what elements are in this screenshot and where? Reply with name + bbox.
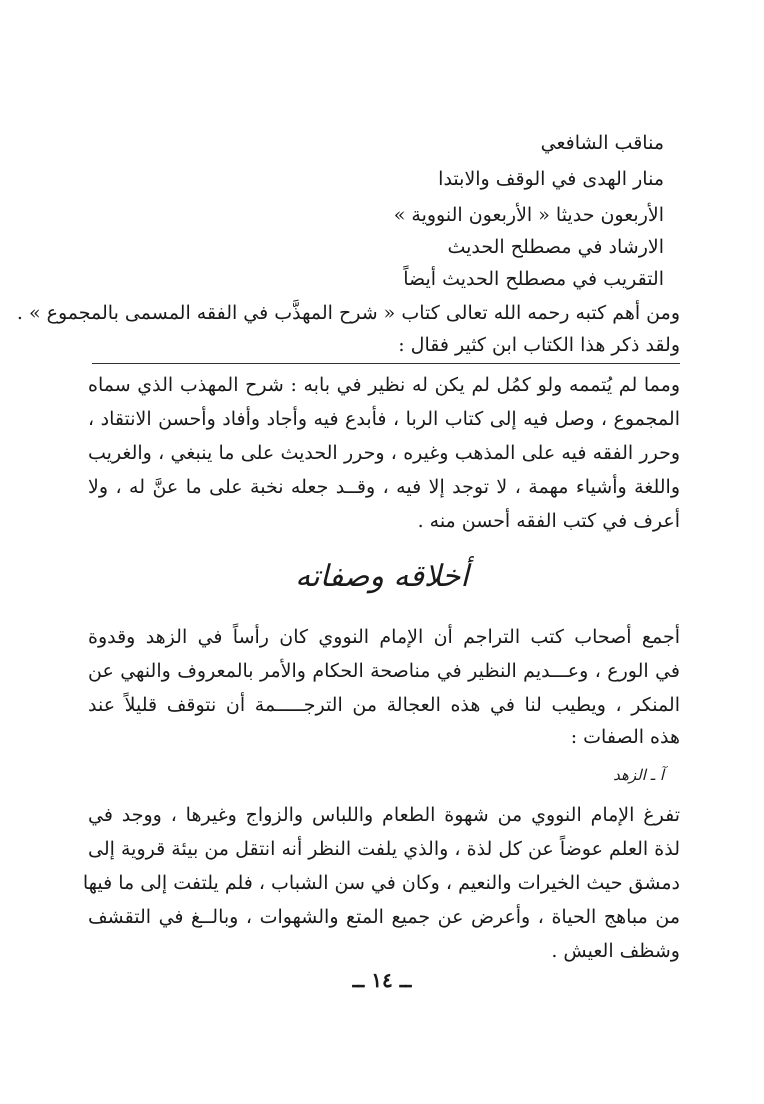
paragraph-line: هذه الصفات :	[570, 726, 680, 748]
book-title: الارشاد في مصطلح الحديث	[447, 236, 664, 258]
book-title: منار الهدى في الوقف والابتدا	[438, 168, 664, 190]
divider	[92, 363, 680, 364]
paragraph-line: أجمع أصحاب كتب التراجم أن الإمام النووي كان رأساً في الزهد وقدوة	[88, 626, 680, 648]
paragraph-line: تفرغ الإمام النووي من شهوة الطعام واللباس والزواج وغيرها ، ووجد في	[88, 804, 680, 826]
quote-line: واللغة وأشياء مهمة ، لا توجد إلا فيه ، وقــد جعله نخبة على ما عنَّ له ، ولا	[88, 476, 680, 498]
quote-line: ومما لم يُتممه ولو كمُل لم يكن له نظير في بابه : شرح المهذب الذي سماه	[88, 374, 680, 396]
intro-line: ولقد ذكر هذا الكتاب ابن كثير فقال :	[398, 334, 680, 356]
paragraph-line: من مباهج الحياة ، وأعرض عن جميع المتع والشهوات ، وبالــغ في التقشف	[88, 906, 680, 928]
intro-line: ومن أهم كتبه رحمه الله تعالى كتاب « شرح المهذَّب في الفقه المسمى بالمجموع » .	[16, 302, 680, 324]
section-heading: أخلاقه وصفاته	[295, 559, 469, 594]
book-title: الأربعون حديثا « الأربعون النووية »	[393, 204, 664, 226]
paragraph-line: وشظف العيش .	[551, 940, 680, 962]
subheading-asceticism: آ ـ الزهد	[613, 766, 664, 784]
quote-line: المجموع ، وصل فيه إلى كتاب الربا ، فأبدع فيه وأجاد وأفاد وأحسن الانتقاد ،	[88, 408, 680, 430]
paragraph-line: المنكر ، ويطيب لنا في هذه العجالة من الترجـــــمة أن نتوقف قليلاً عند	[88, 694, 680, 716]
book-title: مناقب الشافعي	[540, 132, 664, 154]
quote-line: أعرف في كتب الفقه أحسن منه .	[417, 510, 680, 532]
page-number: ــ ١٤ ــ	[352, 968, 412, 992]
paragraph-line: في الورع ، وعـــديم النظير في مناصحة الحكام والأمر بالمعروف والنهي عن	[88, 660, 680, 682]
paragraph-line: دمشق حيث الخيرات والنعيم ، وكان في سن الشباب ، فلم يلتفت إلى ما فيها	[82, 872, 680, 894]
paragraph-line: لذة العلم عوضاً عن كل لذة ، والذي يلفت النظر أنه انتقل من بيئة قروية إلى	[88, 838, 680, 860]
book-title: التقريب في مصطلح الحديث أيضاً	[403, 268, 664, 290]
quote-line: وحرر الفقه فيه على المذهب وغيره ، وحرر الحديث على ما ينبغي ، والغريب	[88, 442, 680, 464]
